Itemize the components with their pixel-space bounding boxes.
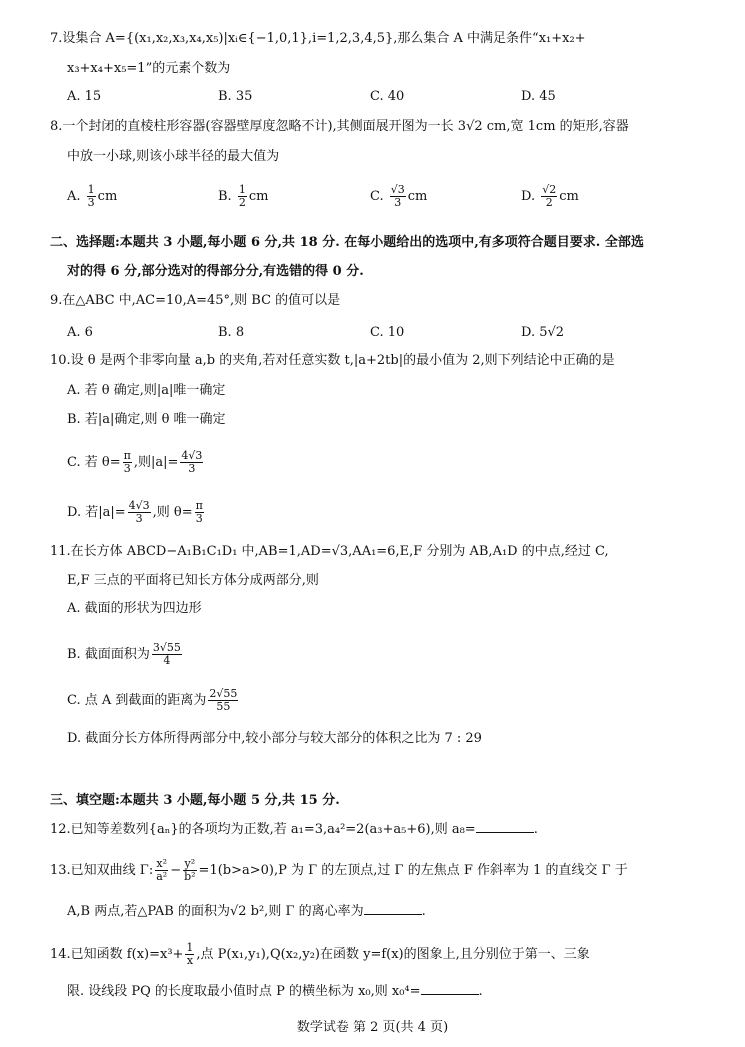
section3-heading: 三、填空题:本题共 3 小题,每小题 5 分,共 15 分. [50, 793, 340, 808]
q11-line2: E,F 三点的平面将已知长方体分成两部分,则 [67, 573, 319, 588]
q12-line1: 12.已知等差数列{aₙ}的各项均为正数,若 a₁=3,a₄²=2(a₃+a₅+6),则 a₈= . [50, 822, 538, 837]
q8-option-b: B. $\frac{1}{2}$ cm [218, 183, 269, 209]
fraction: $\frac{4√3}{3}$ [181, 449, 203, 475]
q7-option-d: D. 45 [521, 89, 556, 104]
q8-option-c: C. $\frac{√3}{3}$ cm [370, 183, 428, 209]
q8-option-d: D. $\frac{√2}{2}$ cm [521, 183, 579, 209]
q7-option-b: B. 35 [218, 89, 253, 104]
q14-line2: 限. 设线段 PQ 的长度取最小值时点 P 的横坐标为 x₀,则 x₀⁴= . [67, 984, 483, 999]
q7-line1: 7.设集合 A={(x₁,x₂,x₃,x₄,x₅)|xᵢ∈{−1,0,1},i=1,2,3,4,5},那么集合 A 中满足条件“x₁+x₂+ [50, 31, 586, 46]
q14-line1: 14.已知函数 f(x)=x³+ $\frac{1}{x}$ ,点 P(x₁,y₁),Q(x₂,y₂)在函数 y=f(x)的图象上,且分别位于第一、三象 [50, 941, 590, 967]
fraction: $\frac{1}{3}$ [87, 183, 95, 209]
answer-blank[interactable] [476, 820, 534, 833]
q11-line1: 11.在长方体 ABCD−A₁B₁C₁D₁ 中,AB=1,AD=√3,AA₁=6,E,F 分别为 AB,A₁D 的中点,经过 C, [50, 544, 609, 559]
q9-line1: 9.在△ABC 中,AC=10,A=45°,则 BC 的值可以是 [50, 293, 341, 308]
q11-option-d: D. 截面分长方体所得两部分中,较小部分与较大部分的体积之比为 7 : 29 [67, 731, 482, 746]
q10-option-c: C. 若 θ= $\frac{\pi}{3}$ ,则|a|= $\frac{4√3}{3}$ [67, 449, 203, 475]
fraction: $\frac{1}{x}$ [186, 941, 194, 967]
q8-line1: 8.一个封闭的直棱柱形容器(容器壁厚度忽略不计),其侧面展开图为一长 3√2 cm,宽 1cm 的矩形,容器 [50, 119, 629, 134]
q8-option-a: A. $\frac{1}{3}$ cm [67, 183, 118, 209]
answer-blank[interactable] [364, 902, 422, 915]
fraction: $\frac{3√55}{4}$ [152, 641, 181, 667]
q7-option-c: C. 40 [370, 89, 405, 104]
section2-heading: 二、选择题:本题共 3 小题,每小题 6 分,共 18 分. 在每小题给出的选项中,有多项符合题目要求. 全部选 [50, 235, 644, 250]
fraction: $\frac{\text{x²}}{\text{a²}}$ [156, 857, 168, 883]
q9-option-a: A. 6 [67, 325, 93, 340]
q10-option-b: B. 若|a|确定,则 θ 唯一确定 [67, 412, 226, 427]
fraction: $\frac{\pi}{3}$ [123, 449, 131, 475]
q11-option-b: B. 截面面积为 $\frac{3√55}{4}$ [67, 641, 181, 667]
q9-option-c: C. 10 [370, 325, 405, 340]
q8-line2: 中放一小球,则该小球半径的最大值为 [67, 149, 280, 164]
fraction: $\frac{\pi}{3}$ [195, 499, 203, 525]
fraction: $\frac{2√55}{55}$ [209, 687, 238, 713]
q13-line1: 13.已知双曲线 Γ: $\frac{\text{x²}}{\text{a²}}$ − $\frac{\text{y²}}{\text{b²}}$ =1(b>a>0),P 为 Γ 的左顶点,过 Γ 的左焦点 F 作斜率为 1 的直线交 Γ 于 [50, 857, 628, 883]
q13-line2: A,B 两点,若△PAB 的面积为√2 b²,则 Γ 的离心率为 . [67, 904, 426, 919]
fraction: $\frac{√3}{3}$ [390, 183, 405, 209]
q7-line2: x₃+x₄+x₅=1”的元素个数为 [67, 61, 231, 76]
q9-option-d: D. 5√2 [521, 325, 565, 340]
q10-line1: 10.设 θ 是两个非零向量 a,b 的夹角,若对任意实数 t,|a+2tb|的最小值为 2,则下列结论中正确的是 [50, 353, 615, 368]
section2-heading-line2: 对的得 6 分,部分选对的得部分分,有选错的得 0 分. [67, 264, 364, 279]
fraction: $\frac{4√3}{3}$ [128, 499, 150, 525]
answer-blank[interactable] [421, 982, 479, 995]
fraction: $\frac{√2}{2}$ [542, 183, 557, 209]
fraction: $\frac{\text{y²}}{\text{b²}}$ [184, 857, 196, 883]
q11-option-a: A. 截面的形状为四边形 [67, 601, 202, 616]
q7-option-a: A. 15 [67, 89, 102, 104]
page-footer: 数学试卷 第 2 页(共 4 页) [296, 1020, 449, 1035]
q11-option-c: C. 点 A 到截面的距离为 $\frac{2√55}{55}$ [67, 687, 238, 713]
fraction: $\frac{1}{2}$ [238, 183, 246, 209]
q10-option-a: A. 若 θ 确定,则|a|唯一确定 [67, 383, 226, 398]
q10-option-d: D. 若|a|= $\frac{4√3}{3}$ ,则 θ= $\frac{\pi}{3}$ [67, 499, 203, 525]
q9-option-b: B. 8 [218, 325, 245, 340]
